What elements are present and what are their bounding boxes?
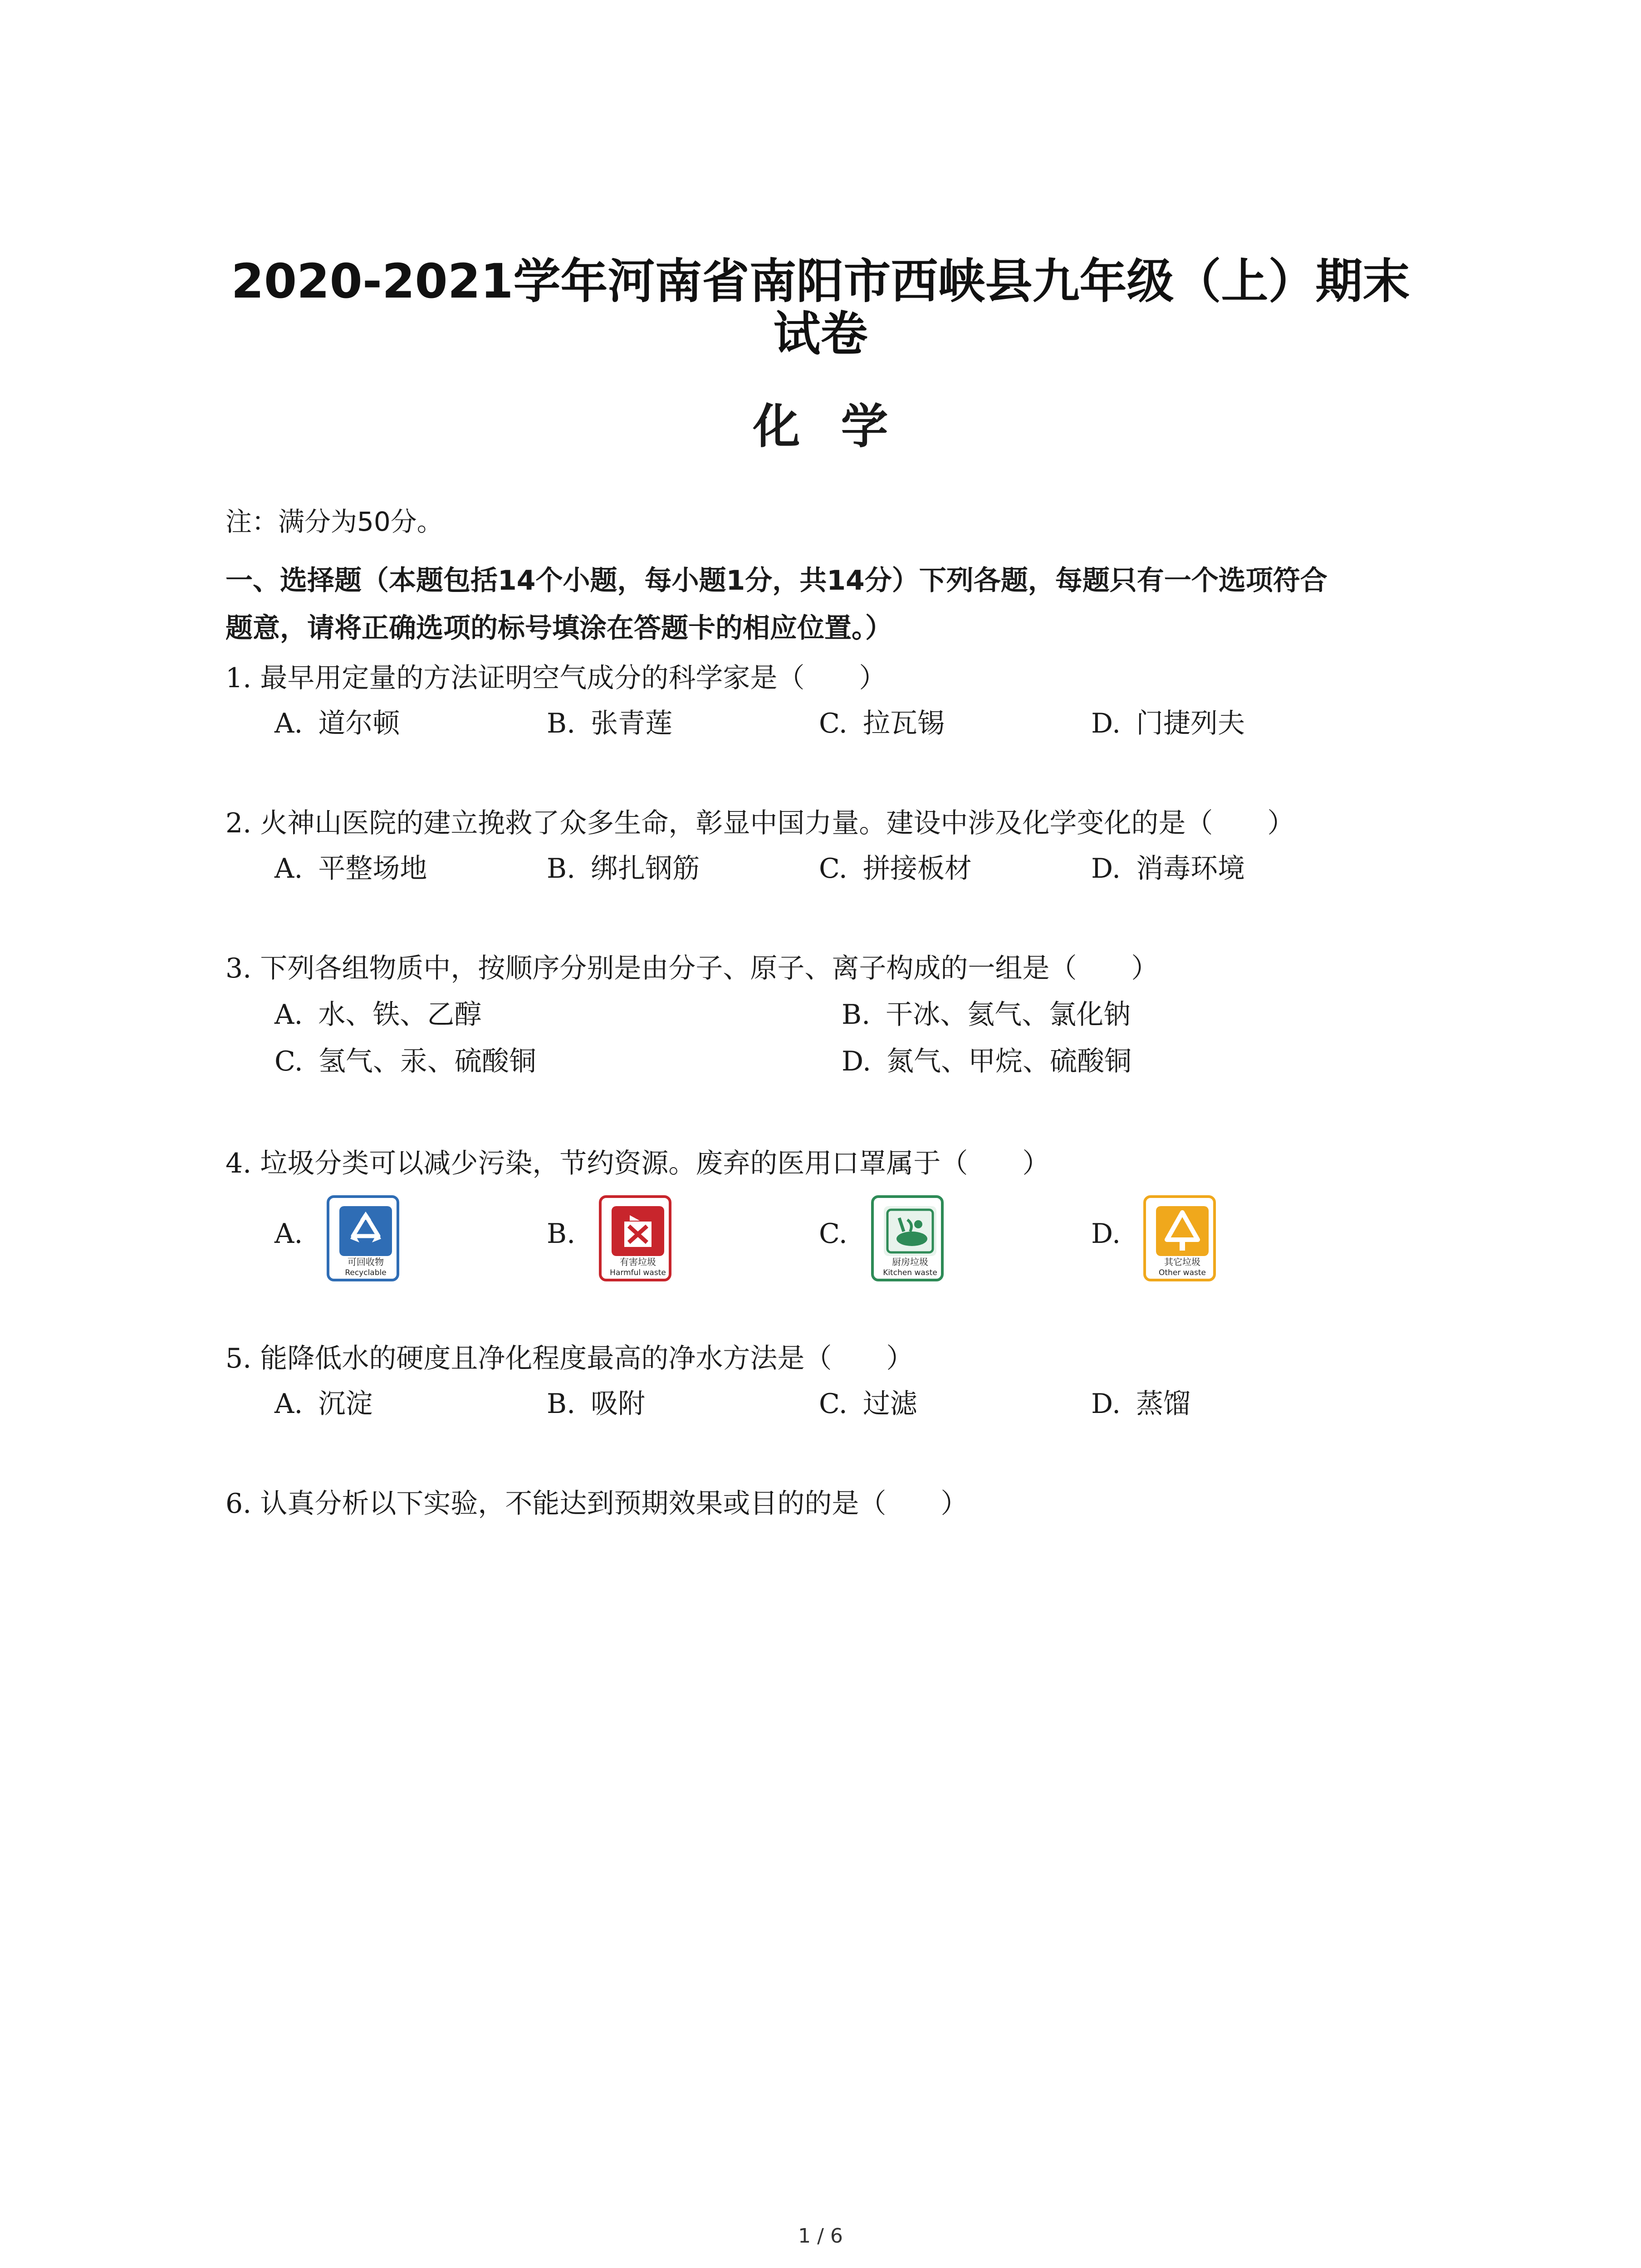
- option-letter: D.: [1091, 708, 1121, 739]
- option-letter: B.: [547, 853, 576, 885]
- bin-label-cn: 有害垃圾: [620, 1256, 656, 1267]
- bin-label-cn: 其它垃圾: [1164, 1256, 1200, 1267]
- harmful-icon: [612, 1206, 664, 1256]
- other-icon: [1156, 1206, 1209, 1256]
- question-3-option-d: [842, 1043, 1132, 1080]
- option-letter: A.: [274, 1388, 303, 1420]
- question-4-option-c-letter: C.: [819, 1218, 847, 1250]
- question-3-option-a: [274, 997, 481, 1033]
- option-letter: B.: [547, 708, 576, 739]
- option-text: 过滤: [862, 1388, 917, 1420]
- bin-label-en: Other waste: [1159, 1268, 1206, 1277]
- question-5-option-c: [819, 1386, 917, 1422]
- question-5-option-d: [1091, 1386, 1190, 1422]
- score-note: 注：满分为50分。: [225, 506, 443, 537]
- bin-label-cn: 可回收物: [348, 1256, 384, 1267]
- question-5-stem: 5. 能降低水的硬度且净化程度最高的净水方法是（ ）: [225, 1343, 914, 1374]
- option-text: 水、铁、乙醇: [318, 999, 482, 1031]
- option-text: 消毒环境: [1136, 853, 1245, 885]
- kitchen-bin-sign: [871, 1195, 944, 1281]
- question-5-option-b: [547, 1386, 645, 1422]
- question-2-stem: 2. 火神山医院的建立挽救了众多生命，彰显中国力量。建设中涉及化学变化的是（ ）: [225, 807, 1295, 839]
- option-letter: C.: [819, 853, 847, 885]
- kitchen-icon: [884, 1206, 936, 1256]
- bin-label-en: Kitchen waste: [883, 1268, 937, 1277]
- question-4-option-d-letter: D.: [1091, 1218, 1121, 1250]
- option-text: 沉淀: [318, 1388, 373, 1420]
- question-4-stem: 4. 垃圾分类可以减少污染，节约资源。废弃的医用口罩属于（ ）: [225, 1148, 1050, 1179]
- option-letter: B.: [842, 999, 871, 1031]
- question-1-option-d: [1091, 705, 1245, 742]
- option-letter: D.: [1091, 1388, 1121, 1420]
- option-text: 拉瓦锡: [862, 708, 945, 739]
- option-letter: A.: [274, 853, 303, 885]
- question-3-stem: 3. 下列各组物质中，按顺序分别是由分子、原子、离子构成的一组是（ ）: [225, 953, 1159, 984]
- section-instructions-line1: 一、选择题（本题包括14个小题，每小题1分，共14分）下列各题，每题只有一个选项符合: [225, 565, 1327, 596]
- option-letter: C.: [274, 1046, 303, 1077]
- exam-title-line1: 2020-2021学年河南省南阳市西峡县九年级（上）期末: [231, 254, 1410, 309]
- question-1-option-c: [819, 705, 945, 742]
- option-text: 道尔顿: [318, 708, 400, 739]
- question-2-option-c: [819, 850, 972, 887]
- option-text: 氢气、汞、硫酸铜: [318, 1046, 536, 1077]
- bin-label-en: Harmful waste: [610, 1268, 666, 1277]
- recycle-icon: [339, 1206, 392, 1256]
- option-letter: D.: [842, 1046, 872, 1077]
- harmful-bin-sign: [599, 1195, 671, 1281]
- question-1-option-a: [274, 705, 400, 742]
- option-letter: A.: [274, 708, 303, 739]
- option-letter: A.: [274, 999, 303, 1031]
- question-2-option-b: [547, 850, 700, 887]
- option-letter: B.: [547, 1388, 576, 1420]
- exam-title-line2: 试卷: [773, 306, 868, 362]
- other-waste-bin-sign: [1143, 1195, 1216, 1281]
- option-text: 蒸馏: [1136, 1388, 1191, 1420]
- option-text: 吸附: [591, 1388, 646, 1420]
- section-instructions-line2: 题意，请将正确选项的标号填涂在答题卡的相应位置。）: [225, 612, 892, 644]
- option-letter: D.: [1091, 853, 1121, 885]
- question-6-stem: 6. 认真分析以下实验，不能达到预期效果或目的的是（ ）: [225, 1488, 968, 1520]
- question-1-stem: 1. 最早用定量的方法证明空气成分的科学家是（ ）: [225, 662, 887, 694]
- question-3-option-b: [842, 997, 1131, 1033]
- question-1-option-b: [547, 705, 672, 742]
- option-text: 门捷列夫: [1136, 708, 1245, 739]
- question-2-option-d: [1091, 850, 1245, 887]
- option-text: 氮气、甲烷、硫酸铜: [887, 1046, 1132, 1077]
- option-text: 张青莲: [591, 708, 673, 739]
- bin-label-en: Recyclable: [345, 1268, 387, 1277]
- page-number: 1 / 6: [798, 2224, 843, 2248]
- option-letter: C.: [819, 1388, 847, 1420]
- subject-title: 化学: [753, 399, 929, 454]
- option-text: 绑扎钢筋: [591, 853, 700, 885]
- option-text: 干冰、氦气、氯化钠: [886, 999, 1131, 1031]
- question-4-option-a-letter: A.: [274, 1218, 303, 1250]
- recyclable-bin-sign: [327, 1195, 399, 1281]
- option-text: 拼接板材: [862, 853, 972, 885]
- question-4-option-b-letter: B.: [547, 1218, 576, 1250]
- question-5-option-a: [274, 1386, 372, 1422]
- option-text: 平整场地: [318, 853, 427, 885]
- question-3-option-c: [274, 1043, 536, 1080]
- question-2-option-a: [274, 850, 427, 887]
- bin-label-cn: 厨房垃圾: [892, 1256, 928, 1267]
- option-letter: C.: [819, 708, 847, 739]
